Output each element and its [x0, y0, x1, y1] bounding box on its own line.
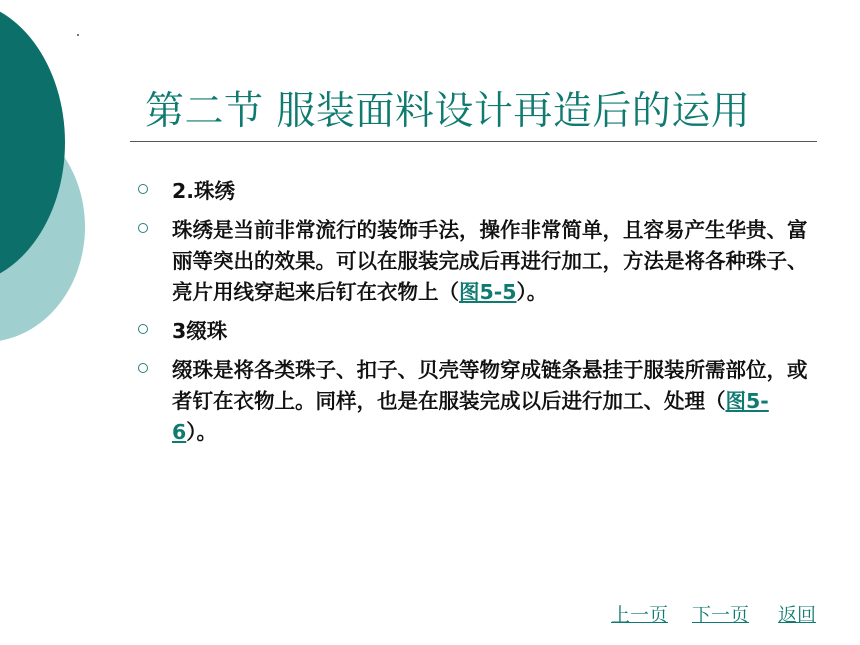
- slide-title: 第二节 服装面料设计再造后的运用: [145, 89, 751, 134]
- list-item: [138, 215, 808, 308]
- figure-link-5-6[interactable]: 图5-6: [172, 389, 769, 444]
- item-paragraph-zhuxiu: [172, 215, 808, 308]
- title-divider: [130, 141, 817, 142]
- prev-page-link[interactable]: 上一页: [611, 604, 669, 626]
- next-page-link[interactable]: 下一页: [692, 604, 750, 626]
- list-item: [138, 355, 808, 448]
- circle-bullet-icon: [138, 324, 148, 334]
- circle-bullet-icon: [138, 223, 148, 233]
- nav-back: [778, 600, 816, 627]
- paragraph-text: 珠绣是当前非常流行的装饰手法，操作非常简单，且容易产生华贵、富丽等突出的效果。可以在服装完成后再进行加工，方法是将各种珠子、亮片用线穿起来后钉在衣物上（: [172, 218, 808, 304]
- paragraph-text-end: ）。: [516, 280, 548, 304]
- item-paragraph-zhuizhu: [172, 355, 808, 448]
- circle-bullet-icon: [138, 184, 148, 194]
- item-heading-zhuxiu: 2.珠绣: [172, 179, 236, 203]
- list-item: [138, 316, 808, 347]
- figure-link-5-5[interactable]: 图5-5: [459, 280, 517, 304]
- bullet-list: [138, 176, 808, 456]
- circle-bullet-icon: [138, 363, 148, 373]
- nav-prev: [611, 600, 668, 627]
- paragraph-text-end: ）。: [186, 420, 218, 444]
- item-heading-zhuizhu: 3缀珠: [172, 319, 228, 343]
- back-link[interactable]: 返回: [778, 604, 817, 626]
- paragraph-text: 缀珠是将各类珠子、扣子、贝壳等物穿成链条悬挂于服装所需部位，或者钉在衣物上。同样，也是在服装完成以后进行加工、处理（: [172, 358, 808, 413]
- decorative-dot: [77, 34, 79, 36]
- nav-next: [692, 600, 749, 627]
- list-item: [138, 176, 808, 207]
